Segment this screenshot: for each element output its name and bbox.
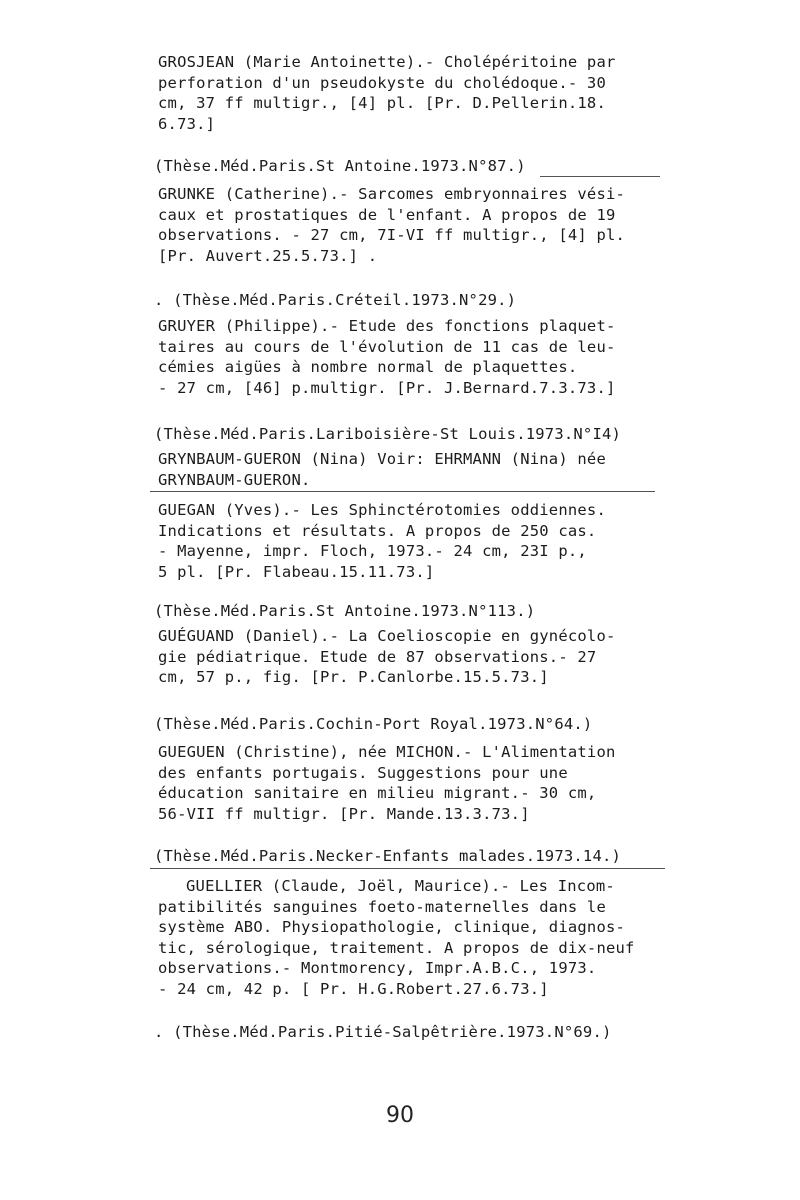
entry-line: GRYNBAUM-GUERON.: [158, 470, 311, 489]
bibliography-entry: [158, 449, 658, 490]
entry-line: caux et prostatiques de l'enfant. A propos de 19: [158, 205, 616, 224]
entry-line: perforation d'un pseudokyste du cholédoque.- 30: [158, 73, 606, 92]
bibliography-entry: [158, 184, 658, 266]
entry-line: GUELLIER (Claude, Joël, Maurice).- Les Incom-: [186, 877, 615, 895]
thesis-reference: . (Thèse.Méd.Paris.Créteil.1973.N°29.): [154, 291, 517, 309]
entry-line: Indications et résultats. A propos de 250 cas.: [158, 521, 597, 540]
entry-line: éducation sanitaire en milieu migrant.- 30 cm,: [158, 784, 597, 802]
entry-line: - Mayenne, impr. Floch, 1973.- 24 cm, 23I p.,: [158, 542, 587, 560]
entry-line: GRUYER (Philippe).- Etude des fonctions plaquet-: [158, 317, 616, 335]
divider: [150, 868, 665, 869]
entry-line: observations.- Montmorency, Impr.A.B.C., 1973.: [158, 959, 597, 977]
entry-line: GUEGAN (Yves).- Les Sphinctérotomies oddiennes.: [158, 501, 606, 519]
entry-line: cémies aigües à nombre normal de plaquettes.: [158, 358, 578, 376]
entry-line: GUEGUEN (Christine), née MICHON.- L'Alimentation: [158, 743, 616, 761]
bibliography-entry: [158, 876, 658, 999]
entry-line: cm, 57 p., fig. [Pr. P.Canlorbe.15.5.73.]: [158, 668, 549, 686]
entry-line: gie pédiatrique. Etude de 87 observations.- 27: [158, 647, 597, 666]
thesis-reference: (Thèse.Méd.Paris.Necker-Enfants malades.1973.14.): [154, 847, 622, 865]
entry-line: - 24 cm, 42 p. [ Pr. H.G.Robert.27.6.73.]: [158, 979, 549, 998]
entry-line: taires au cours de l'évolution de 11 cas de leu-: [158, 337, 616, 356]
page-number: 90: [386, 1103, 414, 1128]
entry-line: tic, sérologique, traitement. A propos de dix-neuf: [158, 938, 635, 957]
thesis-reference: . (Thèse.Méd.Paris.Pitié-Salpêtrière.1973.N°69.): [154, 1023, 612, 1041]
entry-line: système ABO. Physiopathologie, clinique, diagnos-: [158, 918, 626, 936]
entry-line: patibilités sanguines foeto-maternelles dans le: [158, 897, 606, 916]
entry-line: - 27 cm, [46] p.multigr. [Pr. J.Bernard.7.3.73.]: [158, 378, 616, 397]
thesis-reference: (Thèse.Méd.Paris.Cochin-Port Royal.1973.N°64.): [154, 715, 593, 733]
entry-line: 5 pl. [Pr. Flabeau.15.11.73.]: [158, 562, 435, 581]
thesis-reference: (Thèse.Méd.Paris.St Antoine.1973.N°87.): [154, 157, 526, 175]
thesis-reference: (Thèse.Méd.Paris.St Antoine.1973.N°113.): [154, 602, 536, 620]
thesis-reference: (Thèse.Méd.Paris.Lariboisière-St Louis.1973.N°I4): [154, 425, 622, 443]
entry-line: observations. - 27 cm, 7I-VI ff multigr., [4] pl.: [158, 226, 626, 244]
entry-line: 56-VII ff multigr. [Pr. Mande.13.3.73.]: [158, 804, 530, 823]
divider: [540, 176, 660, 177]
entry-line: GUÉGUAND (Daniel).- La Coelioscopie en gynécolo-: [158, 627, 616, 645]
divider: [150, 491, 655, 492]
entry-line: GRYNBAUM-GUERON (Nina) Voir: EHRMANN (Nina) née: [158, 450, 606, 468]
entry-line: GRUNKE (Catherine).- Sarcomes embryonnaires vési-: [158, 185, 626, 203]
bibliography-entry: [158, 742, 658, 824]
entry-line: cm, 37 ff multigr., [4] pl. [Pr. D.Pellerin.18.: [158, 94, 606, 112]
entry-line: des enfants portugais. Suggestions pour une: [158, 763, 568, 782]
bibliography-entry: [158, 52, 658, 134]
entry-line: [Pr. Auvert.25.5.73.] .: [158, 246, 378, 265]
bibliography-entry: [158, 626, 658, 688]
bibliography-entry: [158, 500, 658, 582]
bibliography-entry: [158, 316, 658, 398]
entry-line: 6.73.]: [158, 114, 216, 133]
entry-line: GROSJEAN (Marie Antoinette).- Cholépéritoine par: [158, 53, 616, 71]
